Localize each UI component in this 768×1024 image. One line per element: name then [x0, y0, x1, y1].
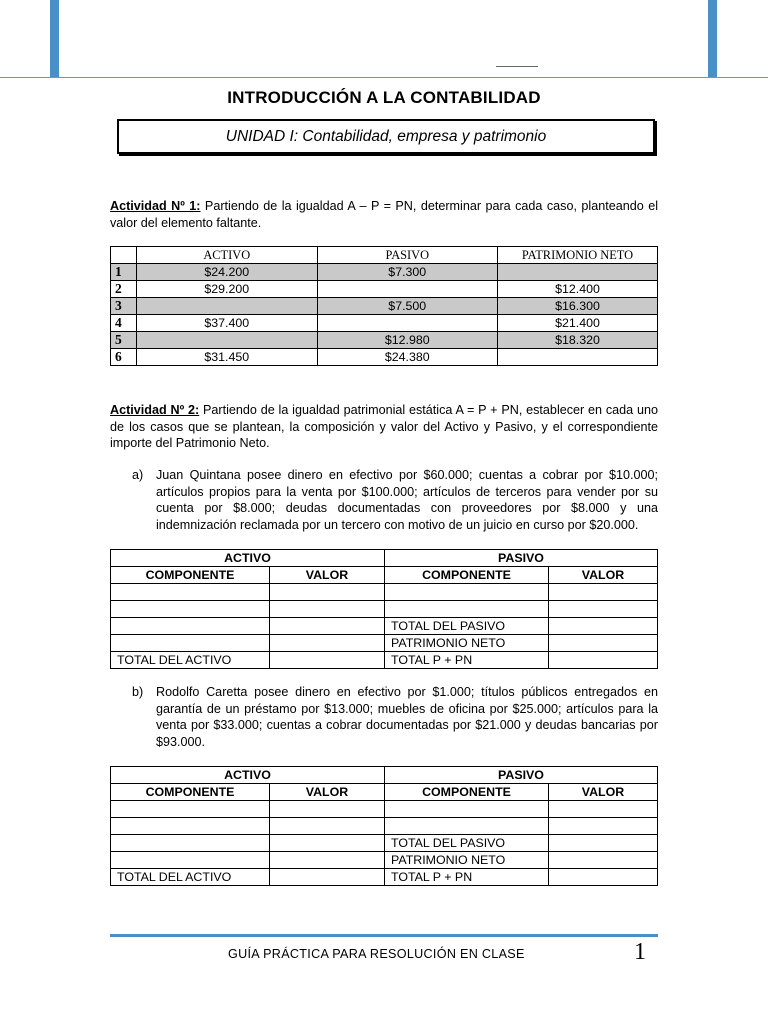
activity2-label: Actividad Nº 2: [110, 403, 200, 417]
pasivo-heading: PASIVO [385, 550, 658, 567]
footer-text: GUÍA PRÁCTICA PARA RESOLUCIÓN EN CLASE [228, 947, 525, 961]
empty-cell [111, 601, 270, 618]
right-accent-bar [708, 0, 717, 77]
empty-cell [270, 869, 385, 886]
total-pasivo-label: TOTAL DEL PASIVO [385, 835, 549, 852]
empty-cell [549, 652, 658, 669]
empty-cell [549, 601, 658, 618]
table-row [111, 852, 658, 869]
row-number: 6 [111, 349, 137, 366]
activity1-text: Partiendo de la igualdad A – P = PN, determinar para cada caso, planteando el valor del elemento faltante. [110, 199, 659, 230]
empty-cell [549, 835, 658, 852]
row-number: 3 [111, 298, 137, 315]
empty-cell [270, 601, 385, 618]
table-row [111, 801, 658, 818]
empty-cell [111, 818, 270, 835]
empty-cell [270, 635, 385, 652]
empty-cell [385, 601, 549, 618]
header-dash [496, 66, 538, 67]
cell-pn: $16.300 [498, 298, 658, 315]
balance-section-row [111, 767, 658, 784]
case-b-text: Rodolfo Caretta posee dinero en efectivo por $1.000; títulos públicos entregados en garantía de un préstamo por $13.000; muebles de oficina por $25.000; artículos para la venta por $33.000; cuentas a cobrar documentadas por $21.000 y deudas bancarias por $93.000. [156, 685, 658, 749]
table-row [111, 332, 658, 349]
cell-pasivo: $7.300 [317, 264, 498, 281]
valor-heading: VALOR [549, 567, 658, 584]
empty-cell [270, 818, 385, 835]
empty-cell [549, 801, 658, 818]
total-p-pn-label: TOTAL P + PN [385, 652, 549, 669]
cell-pasivo [317, 281, 498, 298]
componente-heading: COMPONENTE [111, 567, 270, 584]
document-title: INTRODUCCIÓN A LA CONTABILIDAD [227, 88, 541, 107]
empty-cell [111, 635, 270, 652]
empty-cell [111, 852, 270, 869]
empty-cell [549, 852, 658, 869]
empty-cell [270, 618, 385, 635]
table-row [111, 264, 658, 281]
row-number: 4 [111, 315, 137, 332]
case-b [132, 684, 658, 750]
cell-pn [498, 349, 658, 366]
table-row [111, 652, 658, 669]
empty-cell [549, 818, 658, 835]
balance-table-a [110, 549, 658, 669]
table-row [111, 298, 658, 315]
valor-heading: VALOR [270, 567, 385, 584]
cell-pasivo: $12.980 [317, 332, 498, 349]
valor-heading: VALOR [270, 784, 385, 801]
activity2-paragraph [110, 402, 658, 452]
activo-heading: ACTIVO [111, 550, 385, 567]
componente-heading: COMPONENTE [385, 567, 549, 584]
table-row [111, 349, 658, 366]
cell-activo: $29.200 [137, 281, 318, 298]
empty-cell [270, 835, 385, 852]
balance-table-b [110, 766, 658, 886]
table-row [111, 869, 658, 886]
cell-activo [137, 332, 318, 349]
cell-pn [498, 264, 658, 281]
empty-cell [549, 618, 658, 635]
header-blank [111, 247, 137, 264]
row-number: 5 [111, 332, 137, 349]
empty-cell [549, 635, 658, 652]
cell-activo: $24.200 [137, 264, 318, 281]
total-pasivo-label: TOTAL DEL PASIVO [385, 618, 549, 635]
total-p-pn-label: TOTAL P + PN [385, 869, 549, 886]
total-activo-label: TOTAL DEL ACTIVO [111, 869, 270, 886]
empty-cell [549, 584, 658, 601]
unit-box: UNIDAD I: Contabilidad, empresa y patrimonio [117, 119, 655, 154]
pasivo-heading: PASIVO [385, 767, 658, 784]
empty-cell [270, 801, 385, 818]
cell-activo [137, 298, 318, 315]
activo-heading: ACTIVO [111, 767, 385, 784]
empty-cell [111, 618, 270, 635]
table-row [111, 618, 658, 635]
empty-cell [385, 801, 549, 818]
footer-rule [110, 934, 658, 937]
table-row [111, 281, 658, 298]
cell-pasivo: $7.500 [317, 298, 498, 315]
empty-cell [111, 584, 270, 601]
activity2-text: Partiendo de la igualdad patrimonial estática A = P + PN, establecer en cada uno de los casos que se plantean, la composición y valor del Activo y Pasivo, y el correspondiente importe del Patrimonio Neto. [110, 403, 658, 450]
cell-activo: $37.400 [137, 315, 318, 332]
header-activo: ACTIVO [137, 247, 318, 264]
empty-cell [111, 801, 270, 818]
empty-cell [385, 818, 549, 835]
cell-pasivo: $24.380 [317, 349, 498, 366]
patrimonio-neto-label: PATRIMONIO NETO [385, 852, 549, 869]
activity1-table [110, 246, 658, 366]
activity1-paragraph [110, 198, 658, 231]
case-b-marker: b) [132, 685, 144, 699]
header-pn: PATRIMONIO NETO [498, 247, 658, 264]
row-number: 2 [111, 281, 137, 298]
cell-pasivo [317, 315, 498, 332]
case-a [132, 467, 658, 533]
empty-cell [111, 835, 270, 852]
header-pasivo: PASIVO [317, 247, 498, 264]
empty-cell [385, 584, 549, 601]
total-activo-label: TOTAL DEL ACTIVO [111, 652, 270, 669]
balance-header-row [111, 567, 658, 584]
patrimonio-neto-label: PATRIMONIO NETO [385, 635, 549, 652]
balance-header-row [111, 784, 658, 801]
row-number: 1 [111, 264, 137, 281]
empty-cell [270, 652, 385, 669]
case-a-text: Juan Quintana posee dinero en efectivo por $60.000; cuentas a cobrar por $10.000; artículos propios para la venta por $100.000; artículos de terceros para vender por su cuenta por $8.000; deudas documentadas con proveedores por $8.000 y una indemnización reclamada por un tercero con motivo de un juicio en curso por $20.000. [156, 468, 658, 532]
header-rule [0, 77, 768, 78]
empty-cell [270, 852, 385, 869]
table-row [111, 315, 658, 332]
table-row [111, 601, 658, 618]
table-row [111, 818, 658, 835]
table-row [111, 584, 658, 601]
componente-heading: COMPONENTE [111, 784, 270, 801]
cell-pn: $21.400 [498, 315, 658, 332]
table-row [111, 635, 658, 652]
cell-pn: $18.320 [498, 332, 658, 349]
componente-heading: COMPONENTE [385, 784, 549, 801]
cell-activo: $31.450 [137, 349, 318, 366]
case-a-marker: a) [132, 468, 144, 482]
table-row [111, 835, 658, 852]
activity1-label: Actividad Nº 1: [110, 199, 201, 213]
table-header-row [111, 247, 658, 264]
left-accent-bar [50, 0, 59, 77]
empty-cell [270, 584, 385, 601]
cell-pn: $12.400 [498, 281, 658, 298]
empty-cell [549, 869, 658, 886]
balance-section-row [111, 550, 658, 567]
valor-heading: VALOR [549, 784, 658, 801]
page-number: 1 [634, 939, 646, 965]
